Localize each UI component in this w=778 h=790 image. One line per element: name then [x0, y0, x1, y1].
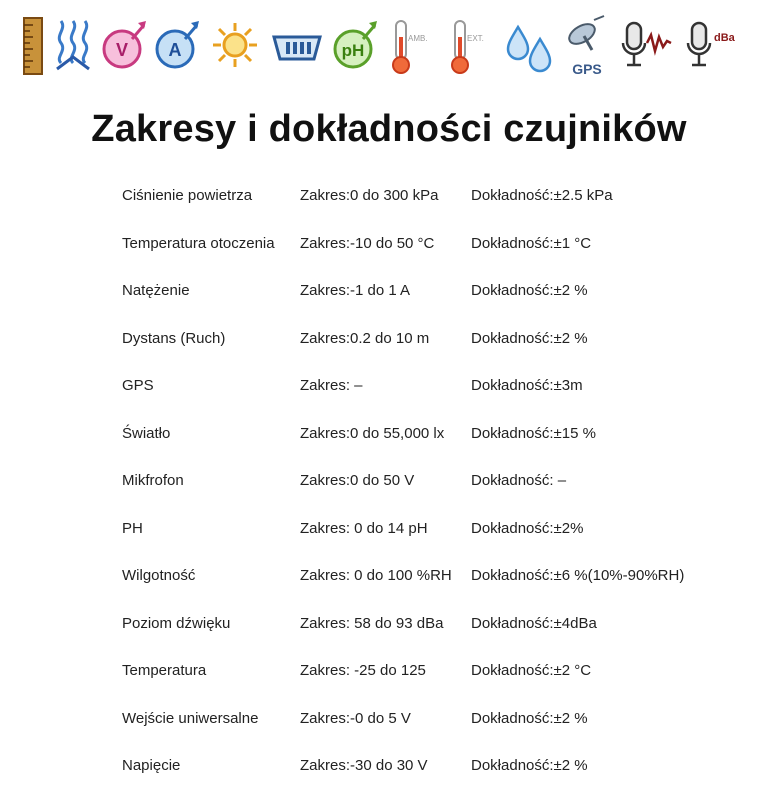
table-row — [122, 695, 742, 743]
sensor-accuracy: Dokładność:±6 %(10%-90%RH) — [471, 567, 685, 585]
sensor-range: Zakres:0 do 300 kPa — [300, 187, 439, 205]
table-row — [122, 315, 742, 363]
sensor-icon-strip — [22, 10, 740, 82]
microphone-wave-icon — [619, 17, 675, 75]
sensor-accuracy: Dokładność:±2 % — [471, 757, 588, 775]
ruler-icon — [22, 17, 44, 75]
sensor-name: Wilgotność — [122, 567, 196, 585]
sensor-name: Mikfrofon — [122, 472, 184, 490]
sensor-range: Zakres:-1 do 1 A — [300, 282, 411, 300]
thermometer-ambient-icon — [386, 17, 436, 75]
sensor-accuracy: Dokładność:±4dBa — [471, 614, 597, 632]
sensor-range: Zakres: -25 do 125 — [300, 662, 426, 680]
sensor-name: Temperatura — [122, 662, 207, 680]
sensor-range: Zakres: 0 do 100 %RH — [300, 567, 452, 585]
sensor-accuracy: Dokładność:±3m — [471, 377, 583, 395]
sun-icon — [209, 17, 261, 75]
sensor-name: PH — [122, 519, 143, 537]
sensor-name: Światło — [122, 424, 171, 442]
table-row — [122, 362, 742, 410]
sensor-range: Zakres:0 do 50 V — [300, 472, 415, 490]
table-row — [122, 600, 742, 648]
svg-text:dBa: dBa — [713, 32, 735, 44]
table-row — [122, 410, 742, 458]
svg-text:pH: pH — [341, 41, 365, 60]
sensor-name: GPS — [122, 377, 154, 395]
sensor-accuracy: Dokładność:±2.5 kPa — [471, 187, 613, 205]
sensor-name: Poziom dźwięku — [122, 614, 231, 632]
table-row — [122, 172, 742, 220]
svg-text:AMB.: AMB. — [408, 34, 428, 43]
table-row — [122, 457, 742, 505]
voltmeter-icon — [102, 17, 146, 75]
table-row — [122, 647, 742, 695]
sensor-name: Dystans (Ruch) — [122, 329, 226, 347]
sensor-range: Zakres:0.2 do 10 m — [300, 329, 430, 347]
microphone-dba-icon — [684, 17, 740, 75]
gps-satellite-icon — [564, 14, 610, 78]
pressure-icon — [53, 17, 93, 75]
sensor-range: Zakres: – — [300, 377, 363, 395]
sensor-accuracy: Dokładność:±1 °C — [471, 234, 592, 252]
sensor-range: Zakres:-30 do 30 V — [300, 757, 428, 775]
svg-text:GPS: GPS — [571, 61, 602, 77]
svg-text:A: A — [168, 40, 182, 60]
sensor-range: Zakres:-0 do 5 V — [300, 709, 411, 727]
battery-meter-icon — [270, 17, 324, 75]
svg-text:V: V — [116, 40, 129, 60]
sensor-name: Napięcie — [122, 757, 181, 775]
svg-text:EXT.: EXT. — [467, 34, 485, 43]
sensor-range: Zakres:0 do 55,000 lx — [300, 424, 445, 442]
ammeter-icon — [155, 17, 199, 75]
sensor-table — [122, 172, 742, 790]
sensor-name: Natężenie — [122, 282, 190, 300]
table-row — [122, 505, 742, 553]
sensor-range: Zakres:-10 do 50 °C — [300, 234, 435, 252]
humidity-drops-icon — [504, 17, 554, 75]
page-title: Zakresy i dokładności czujników — [91, 108, 687, 150]
sensor-accuracy: Dokładność:±2 % — [471, 709, 588, 727]
table-row — [122, 552, 742, 600]
sensor-accuracy: Dokładność:±2 °C — [471, 662, 592, 680]
sensor-range: Zakres: 58 do 93 dBa — [300, 614, 444, 632]
sensor-accuracy: Dokładność:±15 % — [471, 424, 596, 442]
sensor-range: Zakres: 0 do 14 pH — [300, 519, 428, 537]
sensor-accuracy: Dokładność:±2 % — [471, 282, 588, 300]
table-row — [122, 220, 742, 268]
sensor-name: Ciśnienie powietrza — [122, 187, 253, 205]
sensor-accuracy: Dokładność: – — [471, 472, 567, 490]
table-row — [122, 742, 742, 790]
sensor-name: Temperatura otoczenia — [122, 234, 275, 252]
thermometer-external-icon — [445, 17, 495, 75]
sensor-name: Wejście uniwersalne — [122, 709, 259, 727]
table-row — [122, 267, 742, 315]
ph-meter-icon — [333, 17, 377, 75]
sensor-accuracy: Dokładność:±2% — [471, 519, 584, 537]
sensor-accuracy: Dokładność:±2 % — [471, 329, 588, 347]
